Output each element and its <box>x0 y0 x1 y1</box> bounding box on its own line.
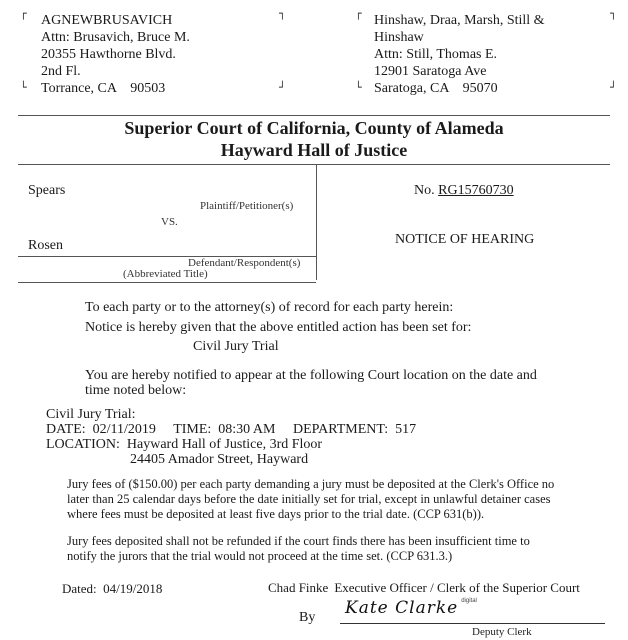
paragraph-line: Jury fees deposited shall not be refunded if the court finds there has been insufficient time to <box>67 534 530 548</box>
officer-title: Executive Officer / Clerk of the Superior Court <box>334 580 580 595</box>
officer-name: Chad Finke <box>268 580 329 595</box>
court-name: Superior Court of California, County of Alameda <box>124 118 504 138</box>
corner-mark-icon: ┌ <box>20 7 27 20</box>
corner-mark-icon: ┘ <box>279 81 286 94</box>
corner-mark-icon: └ <box>355 81 362 94</box>
time-label: TIME: <box>173 422 212 437</box>
signature-note: digital <box>461 598 477 604</box>
paragraph-line: where fees must be deposited at least five days prior to the trial date. (CCP 631(b)). <box>67 507 485 521</box>
plaintiff-name: Spears <box>28 183 66 198</box>
corner-mark-icon: └ <box>20 81 27 94</box>
paragraph-line: later than 25 calendar days before the date initially set for trial, except in unlawful detainer cases <box>67 492 551 506</box>
hearing-details <box>46 407 416 467</box>
paragraph-line: notify the jurors that the trial would not proceed at the time set. (CCP 631.3.) <box>67 549 453 563</box>
officer-row <box>268 580 580 595</box>
address-line: Attn: Still, Thomas E. <box>374 47 498 62</box>
hearing-type: Civil Jury Trial <box>193 339 279 354</box>
caption-divider <box>316 164 317 280</box>
appear-line: time noted below: <box>85 383 187 398</box>
defendant-label: Defendant/Respondent(s) <box>188 257 301 269</box>
location-line: 24405 Amador Street, Hayward <box>130 452 309 467</box>
appear-line: You are hereby notified to appear at the following Court location on the date and <box>85 368 537 383</box>
dated-label: Dated: <box>62 581 97 596</box>
jury-fees-refund-paragraph <box>67 534 530 564</box>
divider <box>18 115 610 116</box>
signature-line <box>340 623 605 624</box>
address-line: Hinshaw, Draa, Marsh, Still & <box>374 13 545 28</box>
address-line: Torrance, CA 90503 <box>41 81 166 96</box>
right-address-lines <box>374 12 545 97</box>
divider <box>18 282 316 283</box>
signature-block <box>345 598 477 618</box>
address-line: Saratoga, CA 95070 <box>374 81 498 96</box>
address-line: Attn: Brusavich, Bruce M. <box>41 30 190 45</box>
address-line: 12901 Saratoga Ave <box>374 64 487 79</box>
case-number-value: RG15760730 <box>438 183 514 198</box>
hearing-department: 517 <box>395 422 417 437</box>
versus-label: VS. <box>161 216 178 228</box>
address-line: 20355 Hawthorne Blvd. <box>41 47 176 62</box>
corner-mark-icon: ┌ <box>355 7 362 20</box>
location-label: LOCATION: <box>46 437 120 452</box>
hearing-date: 02/11/2019 <box>92 422 156 437</box>
hearing-time: 08:30 AM <box>218 422 276 437</box>
case-number-label: No. <box>414 183 435 198</box>
defendant-name: Rosen <box>28 238 63 253</box>
address-line: Hinshaw <box>374 30 424 45</box>
location-row <box>46 437 416 452</box>
divider <box>18 164 610 165</box>
document-title: NOTICE OF HEARING <box>395 232 535 247</box>
location-line: Hayward Hall of Justice, 3rd Floor <box>126 437 323 452</box>
left-address-lines <box>41 12 190 97</box>
address-line: AGNEWBRUSAVICH <box>41 13 173 28</box>
hearing-datetime-row <box>46 422 416 437</box>
courthouse-name: Hayward Hall of Justice <box>220 140 408 160</box>
signer-title: Deputy Clerk <box>472 626 532 638</box>
clerk-signature: Kate Clarke <box>345 598 459 618</box>
abbreviated-title-label: (Abbreviated Title) <box>123 268 208 280</box>
plaintiff-label: Plaintiff/Petitioner(s) <box>200 200 294 212</box>
corner-mark-icon: ┐ <box>610 7 617 20</box>
date-label: DATE: <box>46 422 86 437</box>
salutation: To each party or to the attorney(s) of record for each party herein: <box>85 300 454 315</box>
hearing-heading: Civil Jury Trial: <box>46 407 136 422</box>
department-label: DEPARTMENT: <box>292 422 389 437</box>
by-label: By <box>299 610 316 625</box>
notice-line: Notice is hereby given that the above entitled action has been set for: <box>85 320 472 335</box>
dated-value: 04/19/2018 <box>103 581 163 596</box>
address-line: 2nd Fl. <box>41 64 81 79</box>
corner-mark-icon: ┘ <box>610 81 617 94</box>
corner-mark-icon: ┐ <box>279 7 286 20</box>
dated-row <box>62 581 162 596</box>
case-number <box>414 183 514 199</box>
jury-fees-deposit-paragraph <box>67 477 554 522</box>
paragraph-line: Jury fees of ($150.00) per each party demanding a jury must be deposited at the Clerk's Office no <box>67 477 555 491</box>
